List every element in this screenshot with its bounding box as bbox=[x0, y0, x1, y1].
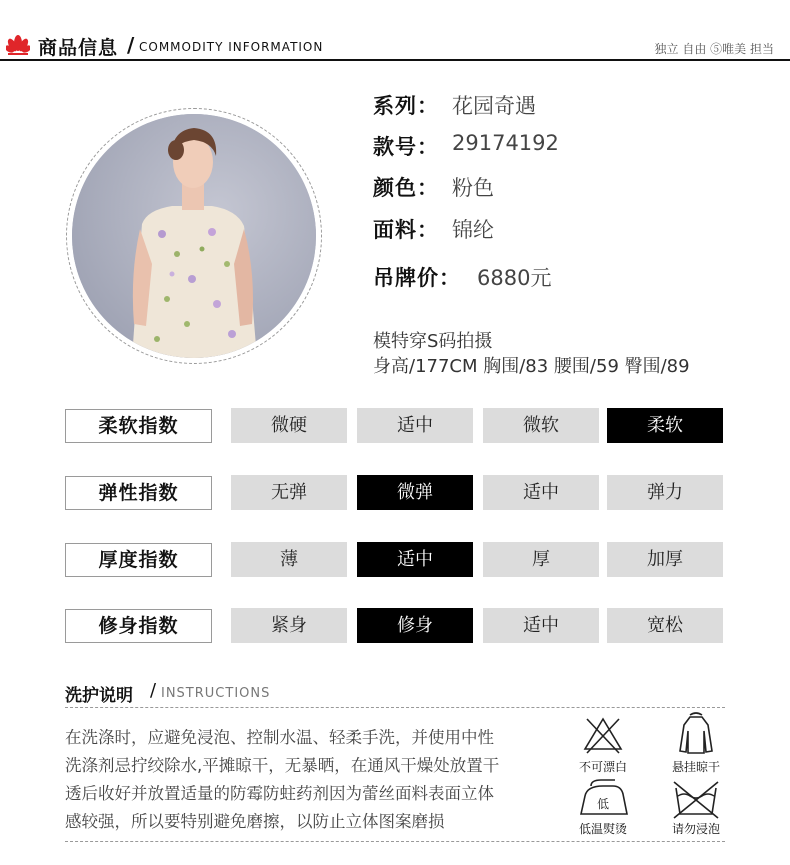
thickness-option: 厚 bbox=[483, 542, 599, 577]
model-measurements: 身高/177CM 胸围/83 腰围/59 臀围/89 bbox=[373, 356, 690, 377]
color-value: 粉色 bbox=[452, 176, 494, 200]
color-label: 颜色： bbox=[373, 176, 439, 200]
washing-title: 洗护说明 bbox=[65, 686, 133, 706]
code-label: 款号： bbox=[373, 135, 439, 159]
elasticity-option: 无弹 bbox=[231, 475, 347, 510]
softness-option: 适中 bbox=[357, 408, 473, 443]
model-photo bbox=[72, 114, 316, 358]
lotus-flower-icon bbox=[6, 34, 30, 56]
hang-dry-icon bbox=[666, 711, 726, 755]
fabric-label: 面料： bbox=[373, 218, 439, 242]
elasticity-option: 微弹 bbox=[357, 475, 473, 510]
no-soak-label: 请勿浸泡 bbox=[671, 822, 720, 836]
softness-option: 微硬 bbox=[231, 408, 347, 443]
brand-slogan: 独立 自由 ⑤唯美 担当 bbox=[654, 42, 774, 56]
hang-dry-label: 悬挂晾干 bbox=[671, 760, 720, 774]
header-divider bbox=[0, 59, 790, 61]
model-size-note: 模特穿S码拍摄 bbox=[373, 331, 493, 352]
fit-option: 紧身 bbox=[231, 608, 347, 643]
washing-subtitle: INSTRUCTIONS bbox=[161, 686, 271, 701]
fabric-value: 锦纶 bbox=[452, 218, 494, 242]
fit-index-label: 修身指数 bbox=[65, 609, 212, 643]
fit-option: 修身 bbox=[357, 608, 473, 643]
elasticity-option: 弹力 bbox=[607, 475, 723, 510]
iron-temp-glyph: 低 bbox=[596, 797, 610, 811]
series-value: 花园奇遇 bbox=[452, 94, 536, 118]
series-label: 系列： bbox=[373, 94, 439, 118]
washing-text-line: 透后收好并放置适量的防霉防蛀药剂因为蕾丝面料表面立体 bbox=[65, 784, 494, 803]
price-label: 吊牌价： bbox=[373, 266, 461, 290]
section-subtitle: COMMODITY INFORMATION bbox=[139, 40, 324, 54]
low-temp-iron-label: 低温熨烫 bbox=[578, 822, 627, 836]
elasticity-option: 适中 bbox=[483, 475, 599, 510]
washing-title-separator: / bbox=[150, 680, 157, 701]
code-value: 29174192 bbox=[452, 131, 559, 155]
washing-text-line: 在洗涤时，应避免浸泡、控制水温、轻柔手洗，并使用中性 bbox=[65, 728, 494, 747]
no-soak-icon bbox=[666, 776, 726, 820]
softness-index-label: 柔软指数 bbox=[65, 409, 212, 443]
title-separator: / bbox=[127, 33, 135, 57]
no-bleach-label: 不可漂白 bbox=[578, 760, 627, 774]
thickness-option: 适中 bbox=[357, 542, 473, 577]
fit-option: 宽松 bbox=[607, 608, 723, 643]
low-temp-iron-icon bbox=[573, 776, 633, 820]
no-bleach-icon bbox=[573, 713, 633, 757]
softness-option: 柔软 bbox=[607, 408, 723, 443]
washing-divider-bottom bbox=[65, 841, 725, 842]
price-value: 6880元 bbox=[477, 266, 552, 290]
elasticity-index-label: 弹性指数 bbox=[65, 476, 212, 510]
washing-divider-top bbox=[65, 707, 725, 708]
thickness-index-label: 厚度指数 bbox=[65, 543, 212, 577]
washing-text-line: 洗涤剂忌拧绞除水,平摊晾干，无暴晒，在通风干燥处放置干 bbox=[65, 756, 500, 775]
softness-option: 微软 bbox=[483, 408, 599, 443]
fit-option: 适中 bbox=[483, 608, 599, 643]
thickness-option: 加厚 bbox=[607, 542, 723, 577]
thickness-option: 薄 bbox=[231, 542, 347, 577]
washing-text-line: 感较强，所以要特别避免磨擦，以防止立体图案磨损 bbox=[65, 812, 445, 831]
section-title: 商品信息 bbox=[38, 37, 119, 59]
